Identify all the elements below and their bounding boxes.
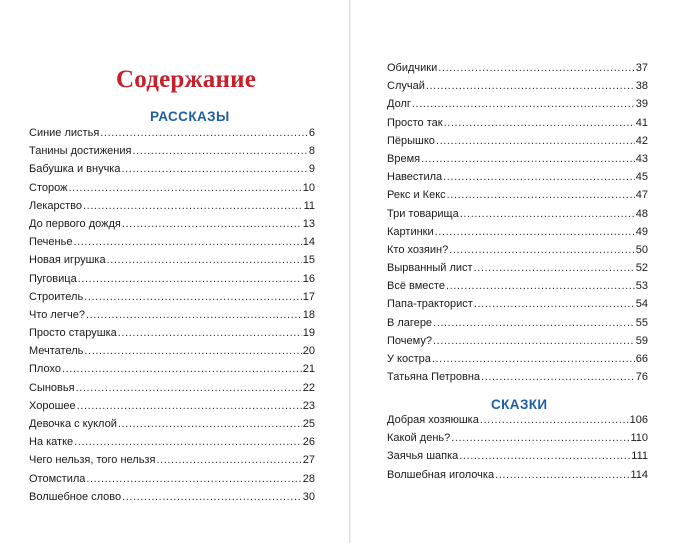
toc-entry (29, 327, 315, 345)
toc-entry-title: Мечтатель (29, 345, 84, 358)
dot-leader (426, 80, 635, 92)
toc-entry (29, 491, 315, 509)
toc-entry-title: Девочка с куклой (29, 418, 117, 430)
toc-entry-page: 54 (635, 298, 648, 311)
toc-entry (387, 280, 648, 298)
dot-leader (86, 309, 302, 321)
toc-entry-page: 41 (635, 116, 648, 129)
dot-leader (449, 244, 635, 256)
toc-entry-page: 47 (635, 189, 648, 202)
dot-leader (68, 182, 301, 194)
dot-leader (451, 432, 629, 444)
toc-entry-title: Просто так (387, 116, 443, 129)
toc-entry (387, 262, 648, 280)
dot-leader (74, 436, 302, 448)
toc-entry-title: Папа-тракторист (387, 298, 473, 311)
toc-entry-page: 8 (308, 145, 315, 158)
toc-entry-page: 111 (631, 450, 648, 463)
toc-entry (387, 171, 648, 189)
dot-leader (444, 117, 635, 129)
toc-entry-title: Чего нельзя, того нельзя (29, 454, 156, 467)
toc-entry-title: Пуговица (29, 272, 77, 285)
page-title: Содержание (115, 66, 256, 93)
toc-entry-title: Случай (387, 80, 425, 93)
toc-entry-title: У костра (387, 353, 431, 365)
dot-leader (432, 353, 635, 365)
toc-entry-title: Вырванный лист (387, 262, 473, 275)
toc-entry-page: 26 (302, 436, 315, 449)
toc-entry-page: 50 (635, 243, 648, 256)
toc-entry (387, 317, 648, 335)
toc-entry-page: 49 (635, 225, 648, 238)
toc-entry-title: Долг (387, 98, 411, 111)
toc-entry-title: Плохо (29, 363, 61, 376)
toc-entry-page: 10 (302, 181, 315, 194)
toc-entry-title: Татьяна Петровна (387, 371, 481, 384)
toc-entry-title: Сторож (29, 181, 68, 194)
toc-entry-title: Бабушка и внучка (29, 163, 121, 176)
toc-entry-page: 11 (303, 199, 315, 212)
dot-leader (76, 382, 302, 394)
toc-entry (29, 363, 315, 381)
toc-entry (29, 418, 315, 436)
toc-entry-page: 52 (635, 262, 648, 275)
toc-entry (387, 117, 648, 135)
toc-entry (387, 189, 648, 207)
toc-entry-title: В лагере (387, 316, 433, 329)
section-heading-stories: РАССКАЗЫ (150, 109, 230, 124)
dot-leader (435, 226, 635, 238)
toc-entry-title: Танины достижения (29, 145, 132, 158)
toc-entry-page: 42 (635, 134, 648, 147)
toc-entry-title: Синие листья (29, 127, 100, 139)
toc-entry-title: Новая игрушка (29, 254, 106, 267)
toc-entry-title: Просто старушка (29, 327, 117, 340)
toc-entry (387, 450, 648, 468)
dot-leader (84, 291, 302, 303)
dot-leader (118, 327, 302, 339)
toc-entry-page: 16 (302, 272, 315, 285)
toc-entry (29, 291, 315, 309)
toc-entry (387, 414, 648, 432)
toc-entry-title: Какой день? (387, 432, 451, 445)
toc-entry-page: 6 (308, 127, 315, 139)
dot-leader (412, 98, 635, 110)
toc-entry-page: 18 (302, 308, 315, 321)
dot-leader (62, 363, 302, 375)
toc-entry-page: 9 (308, 163, 315, 176)
toc-entry-title: Отомстила (29, 472, 86, 485)
toc-entry-title: Хорошее (29, 399, 76, 412)
dot-leader (86, 473, 301, 485)
toc-entry-title: Волшебная иголочка (387, 468, 495, 481)
toc-entry (29, 273, 315, 291)
toc-entry-page: 106 (629, 414, 648, 426)
dot-leader (481, 371, 635, 383)
toc-entry-page: 13 (302, 217, 315, 230)
dot-leader (421, 153, 635, 165)
toc-entry-page: 28 (302, 472, 315, 485)
dot-leader (459, 450, 630, 462)
dot-leader (73, 236, 301, 248)
toc-entry-page: 20 (302, 345, 315, 358)
dot-leader (84, 345, 301, 357)
dot-leader (446, 280, 635, 292)
toc-entry-page: 15 (302, 254, 315, 267)
toc-entry-page: 39 (635, 98, 648, 111)
toc-entry-page: 48 (635, 207, 648, 220)
toc-entry-page: 53 (635, 280, 648, 293)
toc-entry-page: 59 (635, 334, 648, 347)
toc-entry-title: Сыновья (29, 381, 75, 394)
dot-leader (436, 135, 635, 147)
toc-entry-page: 22 (302, 381, 315, 394)
toc-list-stories-right (387, 62, 648, 389)
toc-entry-title: Заячья шапка (387, 450, 459, 463)
toc-entry-title: До первого дождя (29, 217, 121, 230)
toc-entry (387, 353, 648, 371)
toc-entry (387, 98, 648, 116)
toc-entry (29, 254, 315, 272)
dot-leader (474, 298, 635, 310)
dot-leader (107, 254, 302, 266)
toc-entry-page: 27 (302, 454, 315, 467)
toc-entry (29, 200, 315, 218)
toc-entry-page: 55 (635, 316, 648, 329)
dot-leader (433, 317, 635, 329)
toc-entry-page: 45 (635, 171, 648, 184)
toc-entry (387, 80, 648, 98)
toc-entry-page: 23 (302, 399, 315, 412)
toc-entry-page: 37 (635, 62, 648, 74)
toc-entry-title: Пёрышко (387, 134, 435, 147)
section-heading-tales: СКАЗКИ (491, 397, 548, 412)
toc-entry-page: 30 (302, 490, 315, 503)
dot-leader (156, 454, 301, 466)
toc-entry-page: 76 (635, 371, 648, 384)
toc-entry (29, 345, 315, 363)
toc-entry (387, 153, 648, 171)
toc-entry (29, 473, 315, 491)
toc-entry (387, 226, 648, 244)
toc-entry (29, 145, 315, 163)
toc-entry (29, 236, 315, 254)
toc-entry-title: Печенье (29, 236, 73, 249)
toc-entry-title: На катке (29, 436, 74, 449)
dot-leader (480, 414, 629, 426)
toc-entry (387, 335, 648, 353)
dot-leader (121, 163, 307, 175)
toc-entry-page: 21 (302, 363, 315, 376)
toc-entry-page: 66 (635, 353, 648, 365)
toc-entry-title: Всё вместе (387, 280, 445, 293)
dot-leader (433, 335, 635, 347)
toc-entry-title: Кто хозяин? (387, 243, 449, 256)
toc-entry-page: 114 (630, 468, 648, 481)
toc-entry-title: Почему? (387, 334, 432, 347)
toc-entry (29, 309, 315, 327)
toc-list-stories-left (29, 127, 315, 509)
dot-leader (77, 400, 302, 412)
toc-entry (29, 182, 315, 200)
dot-leader (447, 189, 635, 201)
toc-entry-title: Навестила (387, 171, 443, 184)
toc-entry (387, 135, 648, 153)
toc-entry (29, 400, 315, 418)
toc-entry-title: Что легче? (29, 308, 85, 321)
dot-leader (474, 262, 635, 274)
dot-leader (132, 145, 307, 157)
toc-entry-title: Строитель (29, 290, 84, 303)
toc-entry-page: 19 (302, 327, 315, 340)
toc-entry (387, 432, 648, 450)
toc-entry (387, 371, 648, 389)
toc-entry-title: Волшебное слово (29, 490, 122, 503)
toc-entry-title: Три товарища (387, 207, 459, 220)
toc-entry (29, 454, 315, 472)
dot-leader (122, 491, 302, 503)
toc-entry-page: 43 (635, 152, 648, 165)
toc-entry (387, 298, 648, 316)
dot-leader (78, 273, 302, 285)
toc-list-tales (387, 414, 648, 487)
toc-entry-title: Рекс и Кекс (387, 189, 446, 202)
toc-entry-title: Добрая хозяюшка (387, 414, 479, 426)
dot-leader (122, 218, 302, 230)
toc-entry-page: 25 (302, 418, 315, 430)
dot-leader (83, 200, 303, 212)
toc-entry-page: 14 (302, 236, 315, 249)
toc-entry-page: 17 (302, 290, 315, 303)
dot-leader (118, 418, 302, 430)
toc-entry (387, 208, 648, 226)
toc-entry (387, 469, 648, 487)
dot-leader (495, 469, 629, 481)
toc-entry (29, 218, 315, 236)
toc-entry-title: Картинки (387, 225, 434, 238)
toc-entry (29, 382, 315, 400)
toc-entry-page: 38 (635, 80, 648, 93)
toc-entry-title: Время (387, 152, 421, 165)
toc-entry (29, 436, 315, 454)
dot-leader (100, 127, 308, 139)
dot-leader (443, 171, 635, 183)
toc-entry (29, 163, 315, 181)
toc-entry (387, 62, 648, 80)
dot-leader (438, 62, 634, 74)
toc-entry (387, 244, 648, 262)
toc-entry-title: Обидчики (387, 62, 438, 74)
dot-leader (460, 208, 635, 220)
toc-entry-page: 110 (630, 432, 648, 445)
toc-entry (29, 127, 315, 145)
toc-entry-title: Лекарство (29, 199, 83, 212)
